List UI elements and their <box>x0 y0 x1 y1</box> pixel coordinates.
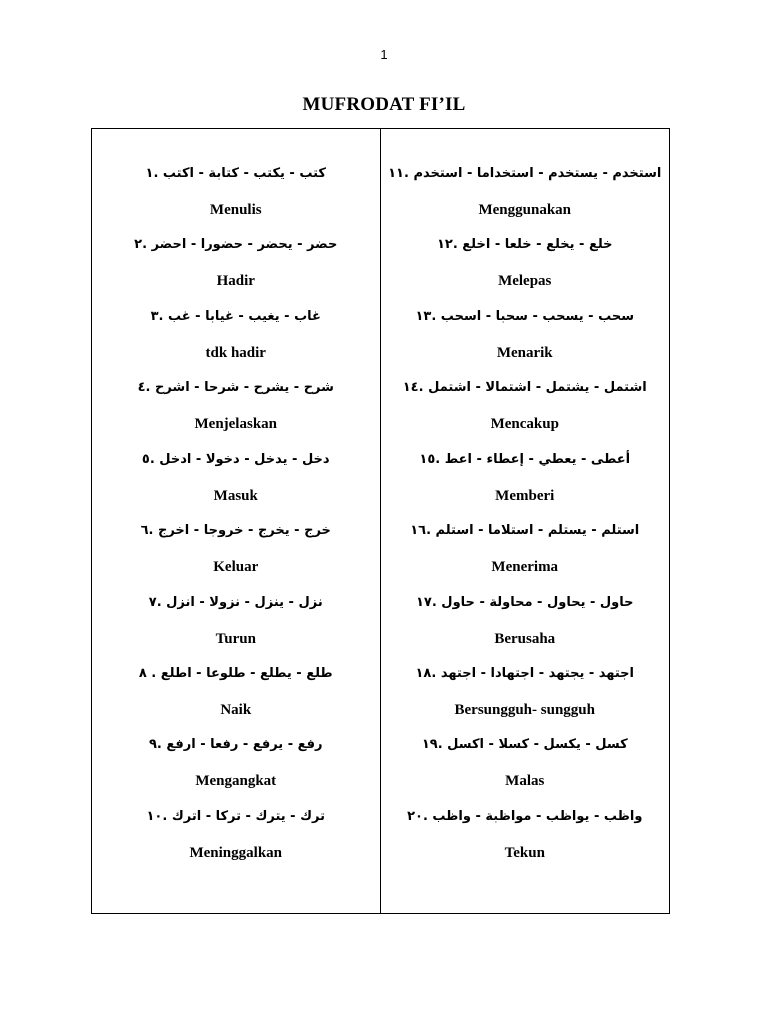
verb-meaning: Menerima <box>491 559 559 575</box>
vocab-table <box>91 128 670 914</box>
arabic-verb-forms: اجتهد - يجتهد - اجتهادا - اجتهد .١٨ <box>415 666 634 681</box>
vocab-entry <box>381 165 670 227</box>
arabic-verb-forms: سحب - يسحب - سحبا - اسحب .١٣ <box>415 309 635 324</box>
verb-meaning: Hadir <box>216 273 255 289</box>
verb-meaning: Menjelaskan <box>194 416 277 432</box>
left-column <box>92 129 381 913</box>
arabic-verb-forms: كسل - يكسل - كسلا - اكسل .١٩ <box>421 737 628 752</box>
vocab-entry <box>381 736 670 798</box>
arabic-verb-forms: استلم - يستلم - استلاما - استلم .١٦ <box>410 523 640 538</box>
arabic-verb-forms: دخل - يدخل - دخولا - ادخل .٥ <box>141 452 330 467</box>
arabic-verb-forms: نزل - ينزل - نزولا - انزل .٧ <box>148 595 323 610</box>
verb-meaning: Meninggalkan <box>189 845 283 861</box>
verb-meaning: Malas <box>505 773 545 789</box>
verb-meaning: Tekun <box>504 845 545 861</box>
vocab-entry <box>381 236 670 298</box>
vocab-entry <box>381 379 670 441</box>
vocab-entry <box>381 522 670 584</box>
arabic-verb-forms: رفع - يرفع - رفعا - ارفع .٩ <box>148 737 323 752</box>
vocab-entry <box>381 451 670 513</box>
vocab-entry <box>381 808 670 870</box>
arabic-verb-forms: ترك - يترك - تركا - اترك .١٠ <box>146 809 325 824</box>
arabic-verb-forms: كتب - يكتب - كتابة - اكتب .١ <box>145 166 326 181</box>
verb-meaning: Mengangkat <box>195 773 277 789</box>
vocab-entry <box>92 594 380 656</box>
vocab-entry <box>92 736 380 798</box>
verb-meaning: tdk hadir <box>205 345 266 361</box>
vocab-entry <box>381 308 670 370</box>
verb-meaning: Keluar <box>213 559 259 575</box>
vocab-entry <box>92 451 380 513</box>
arabic-verb-forms: اشتمل - يشتمل - اشتمالا - اشتمل .١٤ <box>402 380 647 395</box>
arabic-verb-forms: استخدم - يستخدم - استخداما - استخدم .١١ <box>388 166 662 181</box>
vocab-entry <box>92 522 380 584</box>
vocab-entry <box>92 236 380 298</box>
vocab-entry <box>381 665 670 727</box>
arabic-verb-forms: خلع - يخلع - خلعا - اخلع .١٢ <box>436 237 613 252</box>
arabic-verb-forms: غاب - يغيب - غيابا - غب .٣ <box>150 309 321 324</box>
vocab-entry <box>381 594 670 656</box>
arabic-verb-forms: واظب - يواظب - مواظبة - واظب .٢٠ <box>407 809 643 824</box>
verb-meaning: Berusaha <box>494 631 556 647</box>
arabic-verb-forms: حضر - يحضر - حضورا - احضر .٢ <box>134 237 338 252</box>
right-column <box>381 129 670 913</box>
verb-meaning: Menggunakan <box>478 202 572 218</box>
verb-meaning: Naik <box>220 702 252 718</box>
verb-meaning: Menulis <box>209 202 262 218</box>
arabic-verb-forms: شرح - يشرح - شرحا - اشرح .٤ <box>137 380 334 395</box>
arabic-verb-forms: أعطى - يعطي - إعطاء - اعط .١٥ <box>419 452 631 467</box>
arabic-verb-forms: طلع - يطلع - طلوعا - اطلع . ٨ <box>138 666 333 681</box>
verb-meaning: Memberi <box>495 488 555 504</box>
verb-meaning: Mencakup <box>490 416 559 432</box>
vocab-entry <box>92 379 380 441</box>
verb-meaning: Turun <box>215 631 256 647</box>
verb-meaning: Bersungguh- sungguh <box>454 702 595 718</box>
arabic-verb-forms: خرج - يخرج - خروجا - اخرج .٦ <box>140 523 331 538</box>
verb-meaning: Masuk <box>213 488 258 504</box>
vocab-entry <box>92 808 380 870</box>
verb-meaning: Menarik <box>496 345 553 361</box>
vocab-entry <box>92 165 380 227</box>
page-title: MUFRODAT FI’IL <box>302 94 466 115</box>
arabic-verb-forms: حاول - يحاول - محاولة - حاول .١٧ <box>415 595 634 610</box>
vocab-entry <box>92 308 380 370</box>
page-number: 1 <box>380 47 388 62</box>
vocab-entry <box>92 665 380 727</box>
verb-meaning: Melepas <box>498 273 552 289</box>
